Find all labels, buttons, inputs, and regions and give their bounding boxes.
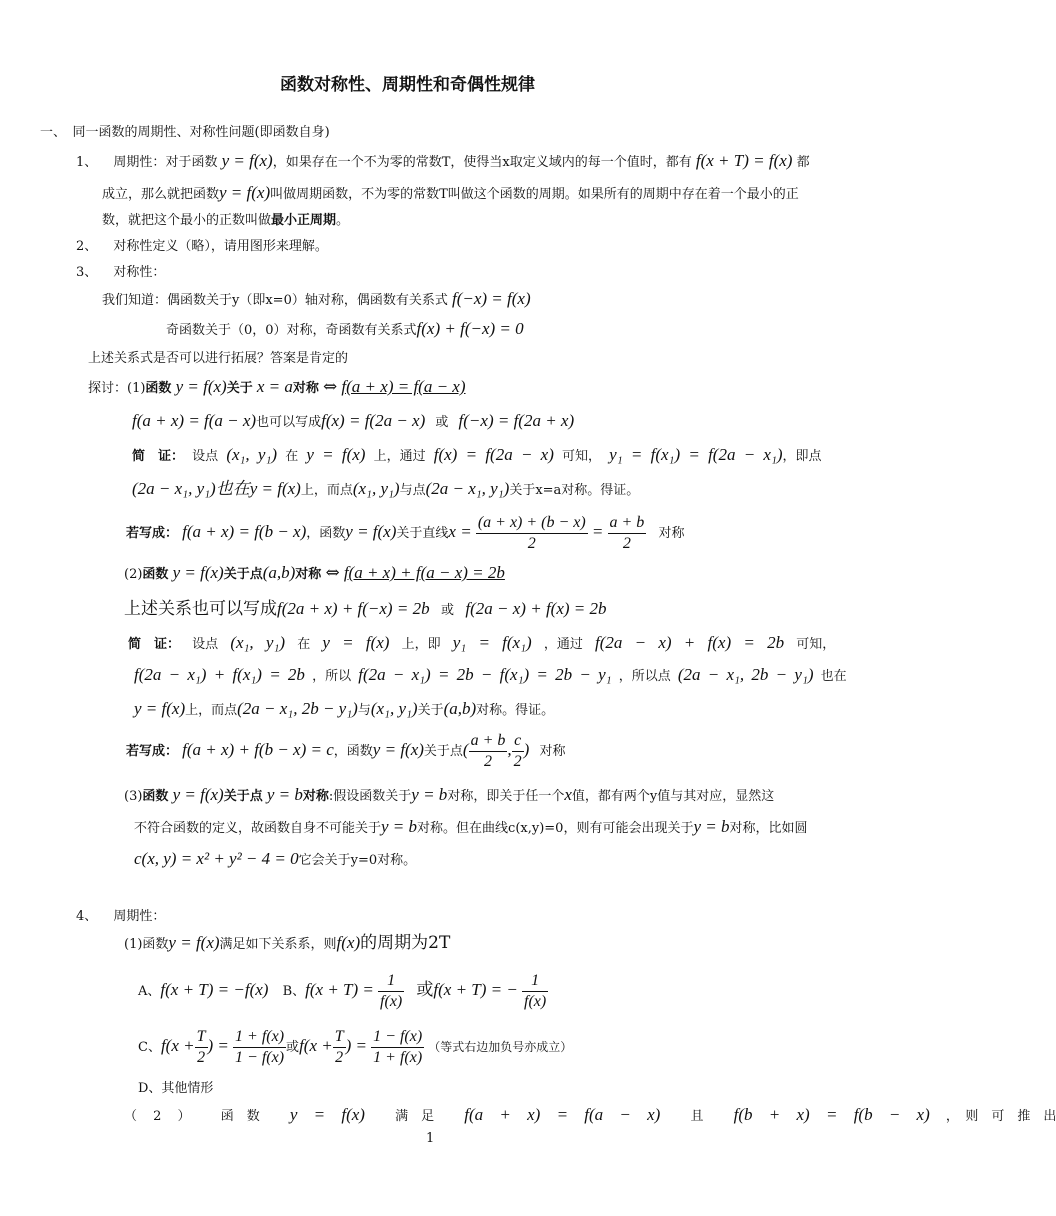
- text: 关于点: [423, 744, 463, 759]
- text: 上述关系也可以写成: [124, 599, 277, 619]
- paren: (: [462, 740, 469, 759]
- text: 设点: [192, 449, 219, 464]
- text: 关于点: [223, 789, 263, 804]
- formula: f(a + x) = f(a − x): [132, 411, 257, 430]
- item-number: 4、: [76, 909, 98, 924]
- page-number: 1: [426, 1131, 435, 1146]
- item-number: 1、: [76, 155, 98, 170]
- text: 的周期为2T: [360, 933, 451, 953]
- text: 在: [297, 637, 311, 652]
- explore-2: [124, 564, 505, 584]
- denominator: 2: [335, 1049, 344, 1066]
- fraction: [522, 971, 548, 1012]
- item-1-line-2: [102, 184, 799, 204]
- text: 满 足: [395, 1109, 435, 1124]
- text: 。: [336, 213, 350, 228]
- extend-line: 上述关系式是否可以进行拓展？答案是肯定的: [88, 351, 349, 366]
- option-label: C、: [138, 1040, 161, 1055]
- know-line-2: [166, 320, 524, 340]
- formula: y = f(x): [219, 183, 271, 202]
- text: 对称: [539, 744, 566, 759]
- text: 不符合函数的定义，故函数自身不可能关于: [134, 821, 382, 836]
- text: 对称，比如圆: [729, 821, 808, 836]
- text: 也在: [820, 669, 847, 684]
- text: 对称性定义（略），请用图形来理解。: [113, 239, 328, 254]
- formula: x = a: [256, 377, 293, 396]
- comma: ,: [507, 740, 512, 759]
- formula: y = f(x): [289, 1105, 365, 1124]
- formula: f(a + x) + f(a − x) = 2b: [343, 563, 505, 582]
- text: 上，即: [401, 637, 441, 652]
- text: 成立，那么就把函数: [102, 187, 220, 202]
- periodic-1: [124, 934, 450, 954]
- formula: (x₁, y₁): [226, 445, 278, 464]
- explore-3-line-3: [134, 850, 416, 870]
- text: 与点: [399, 483, 426, 498]
- formula: y = b: [381, 817, 418, 836]
- text: 奇函数关于（0，0）对称，奇函数有关系式: [166, 323, 417, 338]
- denominator: 2: [483, 753, 492, 770]
- numerator: (a + x) + (b − x): [476, 513, 588, 534]
- formula: f(x) + f(−x) = 0: [416, 319, 524, 338]
- text: 值，都有两个y值与其对应，显然这: [571, 789, 775, 804]
- numerator: 1: [522, 971, 548, 992]
- formula: y = f(x): [221, 151, 273, 170]
- proof-label: 简 证：: [132, 449, 185, 464]
- text: 对称: [292, 381, 319, 396]
- formula: y = b: [411, 785, 448, 804]
- explore-2-line-2: [124, 598, 607, 622]
- item-4: [76, 908, 165, 926]
- item-3: [76, 264, 165, 282]
- formula: y = f(x): [372, 740, 424, 759]
- formula: y = f(x): [345, 522, 397, 541]
- text: 叫做周期函数，不为零的常数T叫做这个函数的周期。如果所有的周期中存在着一个最小的正: [270, 187, 799, 202]
- proof-2-line-1: [128, 634, 835, 654]
- item-1-line-3: [102, 212, 349, 230]
- text: 上，而点: [185, 703, 238, 718]
- text: 函数: [142, 567, 169, 582]
- formula: y = f(x): [306, 445, 366, 464]
- fraction: [195, 1027, 208, 1068]
- formula: f(a + x) = f(b − x): [182, 522, 307, 541]
- text: 对称性：: [113, 265, 166, 280]
- formula: (2a − x₁, y₁): [425, 479, 510, 498]
- text: (1)函数: [124, 937, 169, 952]
- text: ，函数: [333, 744, 373, 759]
- denominator: f(x): [524, 993, 547, 1010]
- formula: f(a + x) = f(a − x): [341, 377, 466, 396]
- formula: f(x +: [299, 1036, 333, 1055]
- formula: f(2a − x₁) = 2b − f(x₁) = 2b − y₁: [358, 665, 612, 684]
- formula: y = f(x): [322, 633, 390, 652]
- explore-1-line-2: [132, 412, 574, 432]
- text: 在: [285, 449, 299, 464]
- fraction: [469, 731, 508, 772]
- text: 我们知道：偶函数关于y（即x=0）轴对称，偶函数有关系式: [102, 293, 448, 308]
- iff-symbol: ⇔: [323, 377, 338, 397]
- know-line-1: [102, 290, 531, 310]
- text: ，函数: [306, 526, 346, 541]
- note: （等式右边加负号亦成立）: [428, 1040, 573, 1054]
- text: 满足如下关系系，则: [219, 937, 337, 952]
- fraction: [608, 513, 647, 554]
- text: 关于点: [223, 567, 263, 582]
- formula: f(x + T) =: [305, 980, 374, 999]
- denominator: 2: [622, 535, 631, 552]
- text: ，所以点: [618, 669, 671, 684]
- text: 函 数: [220, 1109, 260, 1124]
- text: 与: [357, 703, 371, 718]
- paren: ): [523, 740, 530, 759]
- formula: f(x + T) = −f(x): [160, 980, 269, 999]
- text: ，如果存在一个不为零的常数T，使得当x取定义域内的每一个值时，都有: [272, 155, 692, 170]
- proof-1-line-1: [132, 446, 822, 466]
- proof-2-line-3: [134, 700, 554, 720]
- emphasis: 最小正周期: [271, 213, 337, 228]
- formula: f(x + T) = f(x): [695, 151, 793, 170]
- item-number: 2、: [76, 239, 98, 254]
- text: 对称。得证。: [476, 703, 555, 718]
- formula: f(−x) = f(x): [451, 289, 531, 308]
- item-2: [76, 238, 328, 256]
- formula: (x₁, y₁): [352, 479, 400, 498]
- text: 对称。但在曲线c(x,y)=0，则有可能会出现关于: [417, 821, 694, 836]
- page-title: 函数对称性、周期性和奇偶性规律: [280, 75, 535, 95]
- numerator: T: [333, 1027, 346, 1048]
- rewrite-1: [126, 512, 684, 554]
- item-number: 3、: [76, 265, 98, 280]
- text: 或: [286, 1040, 300, 1055]
- text: 探讨：(1): [88, 381, 146, 396]
- formula: y = f(x): [172, 563, 224, 582]
- explore-3-line-2: [134, 818, 808, 838]
- formula: f(x + T) = −: [433, 980, 518, 999]
- numerator: a + b: [608, 513, 647, 534]
- numerator: 1: [378, 971, 404, 992]
- proof-label: 简 证：: [128, 637, 181, 652]
- formula: y = f(x): [175, 377, 227, 396]
- option-d: D、其他情形: [138, 1081, 214, 1096]
- text: 上，通过: [373, 449, 426, 464]
- formula: y₁ = f(x₁): [452, 633, 532, 652]
- numerator: 1 − f(x): [371, 1027, 424, 1048]
- fraction: [333, 1027, 346, 1068]
- formula: ) =: [207, 1036, 229, 1055]
- text: 也可以写成: [256, 415, 322, 430]
- section-heading: 一、 同一函数的周期性、对称性问题(即函数自身): [40, 125, 330, 140]
- numerator: 1 + f(x): [233, 1027, 286, 1048]
- option-c: [138, 1024, 572, 1070]
- formula: f(−x) = f(2a + x): [458, 411, 575, 430]
- text: 关于: [226, 381, 253, 396]
- fraction: [378, 971, 404, 1012]
- formula: x: [564, 785, 572, 804]
- text: 且: [690, 1109, 704, 1124]
- formula: f(b + x) = f(b − x): [733, 1105, 930, 1124]
- formula: (x₁, y₁): [370, 699, 418, 718]
- explore-3-line-1: [124, 786, 774, 806]
- formula: f(2a − x) + f(x) = 2b: [594, 633, 785, 652]
- formula: (x₁, y₁): [230, 633, 286, 652]
- text: (3): [124, 789, 143, 804]
- numerator: a + b: [469, 731, 508, 752]
- rewrite-2: [126, 728, 565, 774]
- text: ， 则 可 推 出: [945, 1109, 1056, 1124]
- text: (2): [124, 567, 143, 582]
- text: 都: [796, 155, 810, 170]
- denominator: 2: [527, 535, 536, 552]
- formula: (a,b): [262, 563, 296, 582]
- item-1-line-1: [76, 152, 810, 172]
- text: 函数: [142, 789, 169, 804]
- fraction: [512, 731, 524, 772]
- text: 关于x=a对称。得证。: [509, 483, 640, 498]
- text: （ 2 ）: [124, 1109, 191, 1124]
- formula: y = f(x): [172, 785, 224, 804]
- numerator: T: [195, 1027, 208, 1048]
- text: 周期性：: [113, 909, 166, 924]
- text: 关于: [417, 703, 444, 718]
- text: 对称: [658, 526, 685, 541]
- text: ，所以: [312, 669, 352, 684]
- option-label: B、: [282, 984, 306, 999]
- denominator: 2: [197, 1049, 206, 1066]
- denominator: f(x): [380, 993, 403, 1010]
- text: :假设函数关于: [328, 789, 412, 804]
- periodic-2: [124, 1106, 1056, 1126]
- text: 数，就把这个最小的正数叫做: [102, 213, 272, 228]
- formula: y = b: [693, 817, 730, 836]
- formula: f(2a + x) + f(−x) = 2b: [277, 599, 430, 618]
- iff-symbol: ⇔: [325, 563, 340, 583]
- fraction: [371, 1027, 424, 1068]
- text: 或: [435, 415, 449, 430]
- denominator: 1 + f(x): [373, 1049, 423, 1066]
- fraction: [233, 1027, 286, 1068]
- text: 或: [416, 980, 434, 1000]
- text: 对于函数: [165, 155, 218, 170]
- explore-1: [88, 378, 466, 398]
- formula: x =: [448, 522, 472, 541]
- text: 设点: [192, 637, 219, 652]
- formula: f(2a − x) + f(x) = 2b: [465, 599, 607, 618]
- text: 可知，: [562, 449, 602, 464]
- formula: y = b: [266, 785, 303, 804]
- text: ，通过: [543, 637, 583, 652]
- formula: c(x, y) = x² + y² − 4 = 0: [134, 849, 299, 868]
- formula: f(x +: [160, 1036, 195, 1055]
- text: 它会关于y=0对称。: [298, 853, 417, 868]
- formula: (2a − x₁, 2b − y₁): [237, 699, 358, 718]
- text: 若写成：: [126, 526, 179, 541]
- proof-1-line-2: [132, 480, 639, 500]
- text: 关于直线: [396, 526, 449, 541]
- text: 对称: [295, 567, 322, 582]
- formula: ) =: [345, 1036, 368, 1055]
- formula: =: [591, 522, 604, 541]
- fraction: [476, 513, 588, 554]
- denominator: 2: [513, 753, 522, 770]
- formula: f(x) = f(2a − x): [321, 411, 426, 430]
- text: 对称: [302, 789, 329, 804]
- proof-2-line-2: [134, 666, 847, 686]
- text: 若写成：: [126, 744, 179, 759]
- text: 或: [440, 603, 454, 618]
- formula: f(x) = f(2a − x): [433, 445, 554, 464]
- formula: y = f(x): [134, 699, 186, 718]
- formula: f(2a − x₁) + f(x₁) = 2b: [134, 665, 305, 684]
- text: 对称，即关于任一个: [447, 789, 565, 804]
- text: 函数: [145, 381, 172, 396]
- formula: (a,b): [443, 699, 477, 718]
- formula: (2a − x₁, y₁)也在y = f(x): [132, 479, 301, 498]
- formula: f(x): [336, 933, 361, 952]
- text: 可知，: [796, 637, 836, 652]
- formula: f(a + x) = f(a − x): [464, 1105, 661, 1124]
- formula: y₁ = f(x₁) = f(2a − x₁): [609, 445, 783, 464]
- denominator: 1 − f(x): [235, 1049, 285, 1066]
- formula: y = f(x): [168, 933, 220, 952]
- numerator: c: [512, 731, 524, 752]
- text: 上，而点: [300, 483, 353, 498]
- formula: f(a + x) + f(b − x) = c: [182, 740, 334, 759]
- option-label: A、: [138, 984, 161, 999]
- option-a-b: [138, 968, 548, 1014]
- formula: (2a − x₁, 2b − y₁): [677, 665, 814, 684]
- item-label: 周期性：: [113, 155, 166, 170]
- text: ，即点: [782, 449, 822, 464]
